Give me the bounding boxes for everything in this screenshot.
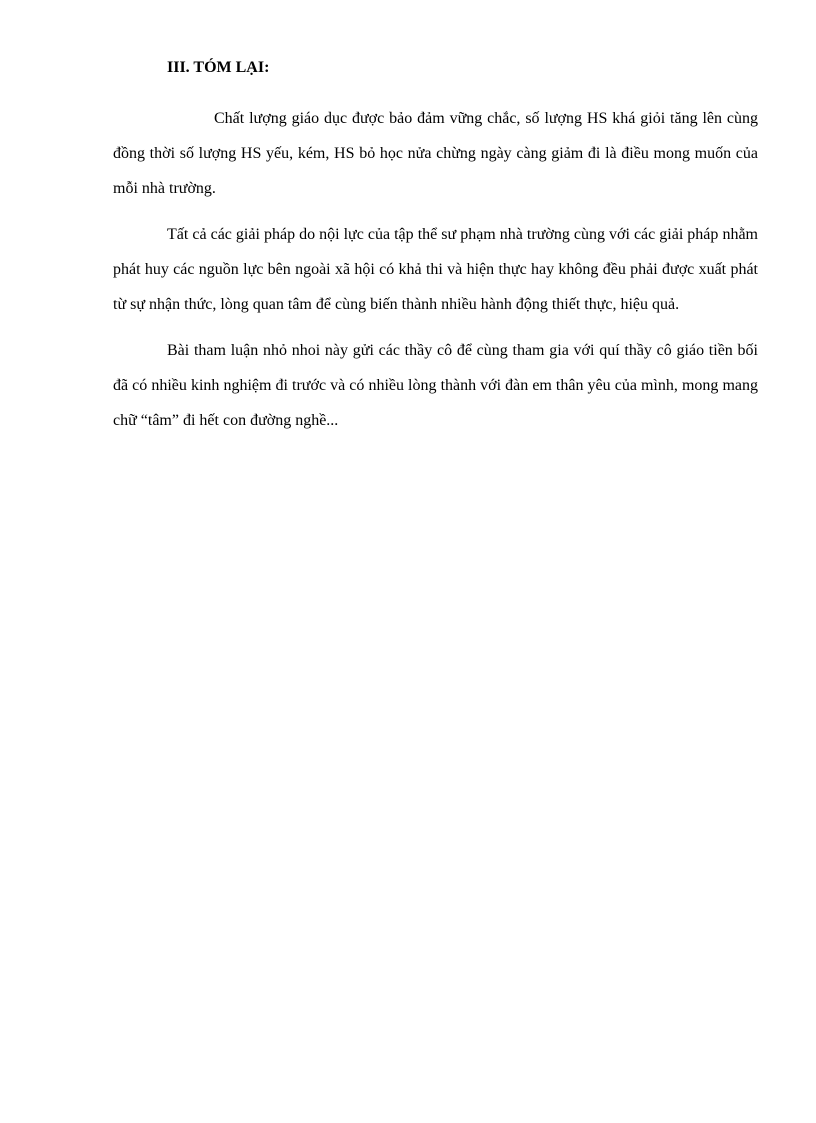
document-body — [113, 56, 758, 449]
section-heading: III. TÓM LẠI: — [167, 59, 270, 76]
paragraph-solutions: Tất cả các giải pháp do nội lực của tập thể sư phạm nhà trường cùng với các giải pháp nhằm phát huy các nguồn lực bên ngoài xã hội có khả thi và hiện thực hay không đều phải được xuất phát từ sự nhận thức, lòng quan tâm để cùng biến thành nhiều hành động thiết thực, hiệu quả. — [113, 226, 758, 313]
paragraph-closing: Bài tham luận nhỏ nhoi này gửi các thầy cô để cùng tham gia với quí thầy cô giáo tiền bối đã có nhiều kinh nghiệm đi trước và có nhiều lòng thành với đàn em thân yêu của mình, mong mang chữ “tâm” đi hết con đường nghề... — [113, 342, 758, 429]
paragraph-quality: Chất lượng giáo dục được bảo đảm vững chắc, số lượng HS khá giỏi tăng lên cùng đồng thời số lượng HS yếu, kém, HS bỏ học nửa chừng ngày càng giảm đi là điều mong muốn của mỗi nhà trường. — [113, 110, 758, 197]
